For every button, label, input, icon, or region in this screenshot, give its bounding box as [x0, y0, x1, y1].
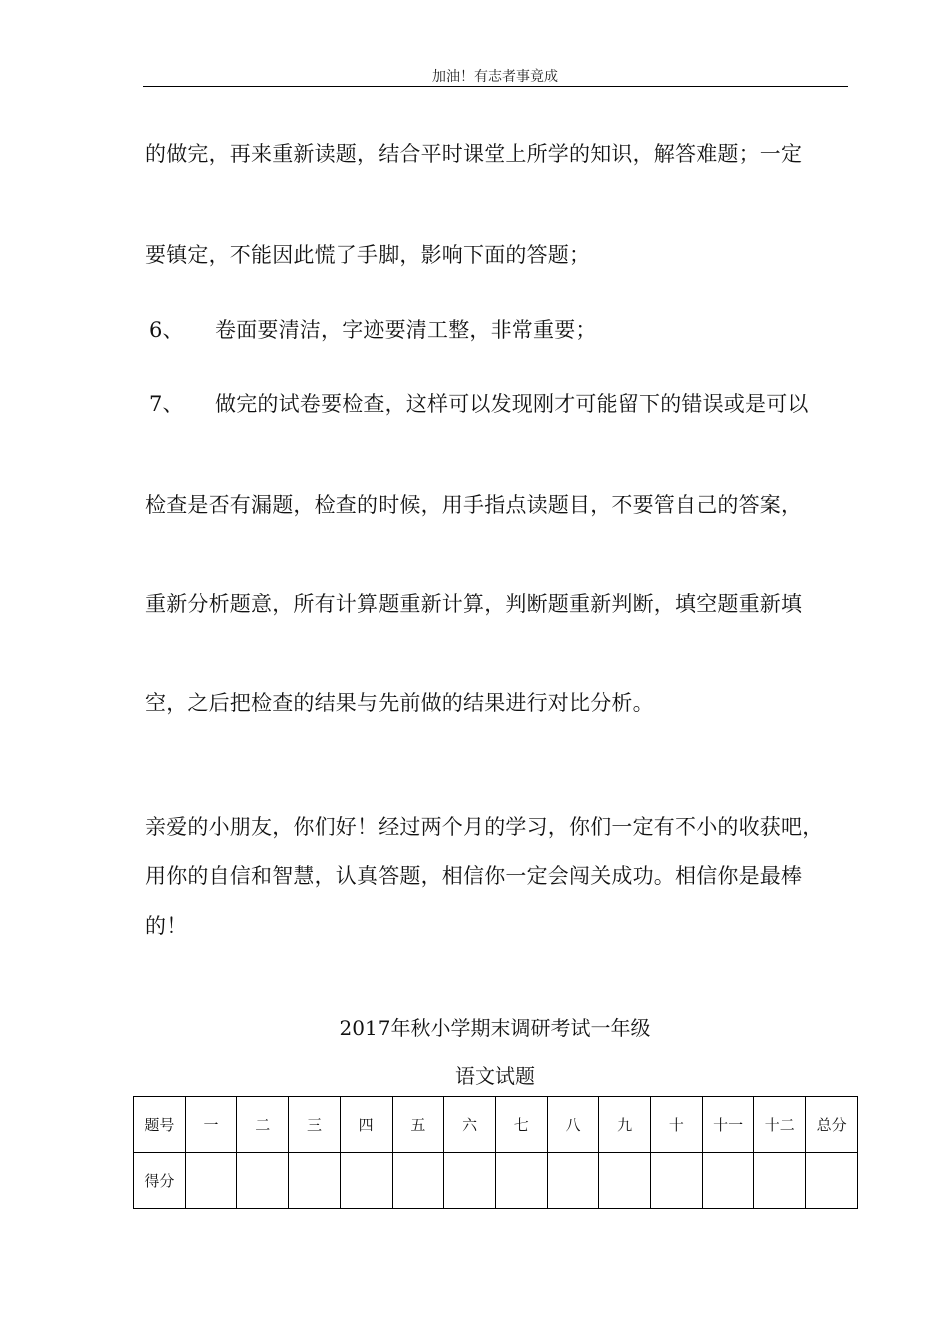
- score-cell[interactable]: [702, 1153, 754, 1209]
- column-header: 总分: [806, 1097, 858, 1153]
- header-rule: [143, 86, 848, 87]
- column-header: 十一: [702, 1097, 754, 1153]
- column-header: 三: [289, 1097, 341, 1153]
- column-header: 四: [340, 1097, 392, 1153]
- score-cell[interactable]: [392, 1153, 444, 1209]
- page-header-motto: 加油！有志者事竟成: [432, 69, 558, 85]
- list-item-6: [145, 314, 597, 344]
- body-line-1: 的做完，再来重新读题，结合平时课堂上所学的知识，解答难题；一定: [145, 142, 803, 166]
- column-header: 二: [237, 1097, 289, 1153]
- list-item-text: 卷面要清洁，字迹要清工整，非常重要；: [215, 318, 597, 342]
- score-cell[interactable]: [185, 1153, 237, 1209]
- exam-subtitle: 语文试题: [455, 1064, 535, 1088]
- score-table-score-row: [134, 1153, 858, 1209]
- column-header: 九: [599, 1097, 651, 1153]
- score-cell[interactable]: [237, 1153, 289, 1209]
- continuation-line-2: 重新分析题意，所有计算题重新计算，判断题重新判断，填空题重新填: [145, 592, 803, 616]
- column-header: 五: [392, 1097, 444, 1153]
- continuation-line-3: 空，之后把检查的结果与先前做的结果进行对比分析。: [145, 691, 654, 715]
- score-cell[interactable]: [444, 1153, 496, 1209]
- list-item-text: 做完的试卷要检查，这样可以发现刚才可能留下的错误或是可以: [215, 392, 809, 416]
- score-cell[interactable]: [495, 1153, 547, 1209]
- score-cell[interactable]: [754, 1153, 806, 1209]
- header-label-cell: 题号: [134, 1097, 186, 1153]
- list-item-number: 6、: [149, 318, 184, 342]
- score-cell[interactable]: [651, 1153, 703, 1209]
- score-cell[interactable]: [340, 1153, 392, 1209]
- greeting-line-1: 亲爱的小朋友，你们好！经过两个月的学习，你们一定有不小的收获吧，: [145, 815, 824, 839]
- column-header: 八: [547, 1097, 599, 1153]
- column-header: 六: [444, 1097, 496, 1153]
- score-table-header-row: [134, 1097, 858, 1153]
- column-header: 一: [185, 1097, 237, 1153]
- score-table: [133, 1096, 858, 1209]
- greeting-line-2: 用你的自信和智慧，认真答题，相信你一定会闯关成功。相信你是最棒: [145, 864, 803, 888]
- column-header: 十: [651, 1097, 703, 1153]
- score-cell[interactable]: [599, 1153, 651, 1209]
- column-header: 七: [495, 1097, 547, 1153]
- greeting-line-3: 的！: [145, 914, 188, 938]
- column-header: 十二: [754, 1097, 806, 1153]
- score-label-cell: 得分: [134, 1153, 186, 1209]
- score-cell[interactable]: [547, 1153, 599, 1209]
- body-line-2: 要镇定，不能因此慌了手脚，影响下面的答题；: [145, 243, 591, 267]
- list-item-number: 7、: [149, 392, 184, 416]
- score-cell[interactable]: [289, 1153, 341, 1209]
- score-cell[interactable]: [806, 1153, 858, 1209]
- list-item-7: [145, 388, 809, 418]
- continuation-line-1: 检查是否有漏题，检查的时候，用手指点读题目，不要管自己的答案，: [145, 493, 803, 517]
- exam-title: 2017年秋小学期末调研考试一年级: [339, 1016, 651, 1040]
